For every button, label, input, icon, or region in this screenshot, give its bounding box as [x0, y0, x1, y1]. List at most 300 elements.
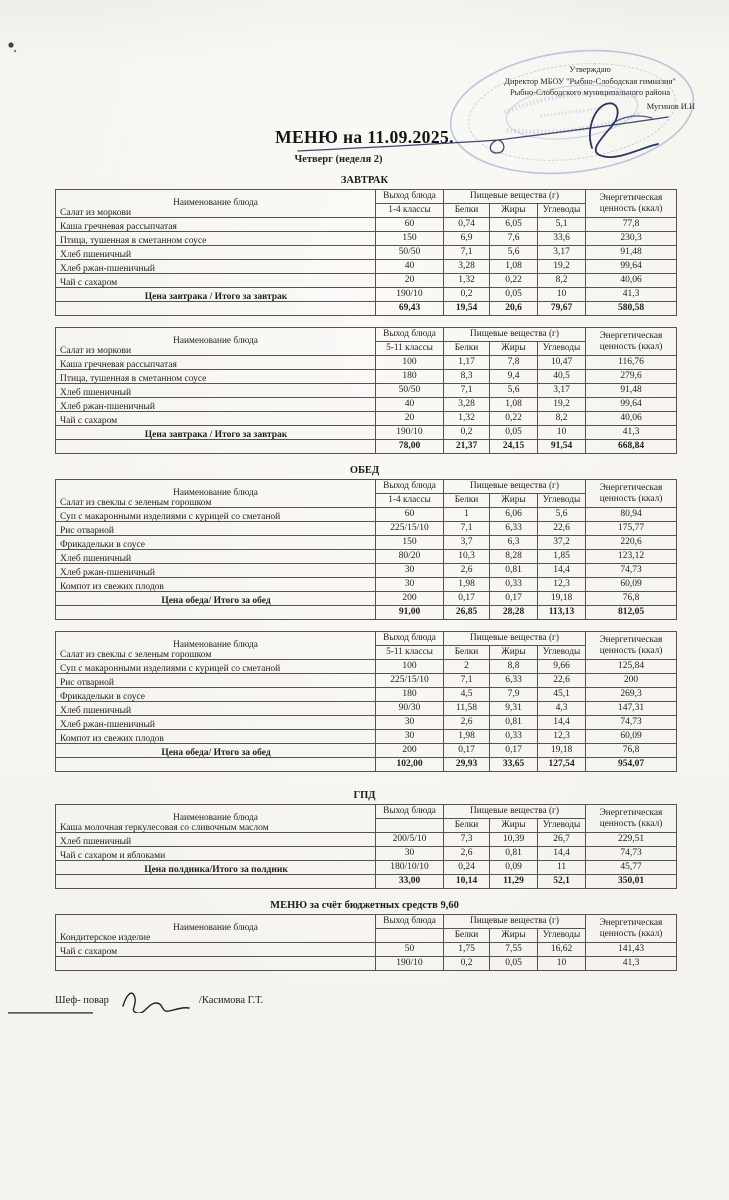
col-header-nutrients: Пищевые вещества (г)	[444, 328, 586, 342]
value-cell: 147,31	[586, 702, 677, 716]
col-header-protein: Белки	[444, 494, 490, 508]
page-subtitle: Четверг (неделя 2)	[294, 154, 383, 165]
dish-row	[56, 688, 677, 702]
value-cell: 28,28	[490, 606, 538, 620]
value-cell: 80/20	[376, 550, 444, 564]
value-cell: 200	[376, 592, 444, 606]
value-cell: 6,06	[490, 508, 538, 522]
value-cell: 0,33	[490, 578, 538, 592]
section-heading: ОБЕД	[349, 465, 380, 476]
dish-name: Рис отварной	[60, 526, 114, 536]
col-header-nutrients: Пищевые вещества (г)	[444, 915, 586, 929]
total-row	[56, 302, 677, 316]
dish-row	[56, 674, 677, 688]
value-cell: 225/15/10	[376, 522, 444, 536]
dish-name: Хлеб пшеничный	[60, 554, 132, 564]
approval-signee: Мугинов И.И	[646, 101, 695, 111]
value-cell: 0,05	[490, 426, 538, 440]
col-header-fat: Жиры	[490, 819, 538, 833]
value-cell: 1,85	[538, 550, 586, 564]
value-cell: 6,05	[490, 218, 538, 232]
value-cell: 19,2	[538, 398, 586, 412]
chef-label: Шеф- повар	[55, 994, 109, 1006]
value-cell: 11	[538, 861, 586, 875]
col-header-nutrients: Пищевые вещества (г)	[444, 632, 586, 646]
dish-row	[56, 833, 677, 847]
value-cell: 91,48	[586, 384, 677, 398]
value-cell: 30	[376, 564, 444, 578]
class-label	[376, 819, 444, 833]
value-cell: 1,75	[444, 943, 490, 957]
menu-table	[55, 804, 677, 889]
value-cell: 116,76	[586, 356, 677, 370]
dish-name: Хлеб пшеничный	[60, 250, 132, 260]
value-cell: 19,18	[538, 744, 586, 758]
dish-row	[56, 522, 677, 536]
value-cell: 9,31	[490, 702, 538, 716]
table-header-row	[56, 632, 677, 646]
col-header-protein: Белки	[444, 646, 490, 660]
value-cell: 40,5	[538, 370, 586, 384]
value-cell: 40	[376, 398, 444, 412]
menu-table	[55, 914, 677, 971]
dish-name: Салат из свеклы с зеленым горошком	[60, 498, 212, 508]
value-cell: 190/10	[376, 426, 444, 440]
table-header-row	[56, 190, 677, 204]
col-header-dish: Наименование блюда	[56, 805, 376, 833]
value-cell: 79,67	[538, 302, 586, 316]
value-cell: 127,54	[538, 758, 586, 772]
value-cell: 29,93	[444, 758, 490, 772]
value-cell: 9,66	[538, 660, 586, 674]
value-cell: 10,3	[444, 550, 490, 564]
value-cell: 6,33	[490, 522, 538, 536]
value-cell: 8,8	[490, 660, 538, 674]
value-cell: 91,48	[586, 246, 677, 260]
value-cell: 123,12	[586, 550, 677, 564]
total-row	[56, 440, 677, 454]
value-cell: 3,17	[538, 246, 586, 260]
value-cell: 21,37	[444, 440, 490, 454]
value-cell: 5,6	[538, 508, 586, 522]
value-cell: 668,84	[586, 440, 677, 454]
col-header-dish: Наименование блюда	[56, 190, 376, 218]
value-cell: 40	[376, 260, 444, 274]
value-cell: 220,6	[586, 536, 677, 550]
total-row	[56, 758, 677, 772]
approval-line-3: Рыбно-Слободского муниципального района	[509, 88, 671, 97]
dish-name: Фрикадельки в соусе	[60, 540, 145, 550]
col-header-dish: Наименование блюда	[56, 328, 376, 356]
value-cell: 1,08	[490, 260, 538, 274]
dish-name: Фрикадельки в соусе	[60, 692, 145, 702]
col-header-carbs: Углеводы	[538, 204, 586, 218]
value-cell: 10	[538, 288, 586, 302]
total-label: Цена завтрака / Итого за завтрак	[144, 292, 288, 302]
value-cell: 20	[376, 412, 444, 426]
value-cell: 60,09	[586, 730, 677, 744]
dish-row	[56, 592, 677, 606]
value-cell: 125,84	[586, 660, 677, 674]
value-cell: 26,85	[444, 606, 490, 620]
chef-signature-icon	[117, 987, 191, 1013]
value-cell: 100	[376, 356, 444, 370]
total-label-cell	[56, 865, 376, 889]
value-cell: 2,6	[444, 847, 490, 861]
dish-name: Чай с сахаром	[60, 416, 118, 426]
value-cell: 229,51	[586, 833, 677, 847]
value-cell: 6,3	[490, 536, 538, 550]
col-header-protein: Белки	[444, 204, 490, 218]
value-cell: 12,3	[538, 730, 586, 744]
value-cell: 10,39	[490, 833, 538, 847]
dish-name: Салат из моркови	[60, 346, 132, 356]
value-cell: 3,28	[444, 260, 490, 274]
value-cell: 14,4	[538, 716, 586, 730]
menu-table	[55, 631, 677, 772]
col-header-energy: Энергетическая ценность (ккал)	[586, 328, 677, 356]
dish-row	[56, 384, 677, 398]
value-cell: 0,2	[444, 288, 490, 302]
dish-name: Хлеб пшеничный	[60, 706, 132, 716]
value-cell: 0,2	[444, 957, 490, 971]
col-header-fat: Жиры	[490, 646, 538, 660]
dish-name: Компот из свежих плодов	[60, 582, 164, 592]
value-cell: 69,43	[376, 302, 444, 316]
value-cell: 0,17	[490, 592, 538, 606]
col-header-nutrients: Пищевые вещества (г)	[444, 190, 586, 204]
dish-name: Каша молочная геркулесовая со сливочным маслом	[60, 823, 269, 833]
value-cell: 1,98	[444, 578, 490, 592]
value-cell: 150	[376, 536, 444, 550]
value-cell: 2	[444, 660, 490, 674]
value-cell: 14,4	[538, 847, 586, 861]
value-cell: 113,13	[538, 606, 586, 620]
col-header-protein: Белки	[444, 819, 490, 833]
value-cell: 7,3	[444, 833, 490, 847]
value-cell: 8,2	[538, 274, 586, 288]
value-cell: 190/10	[376, 957, 444, 971]
class-label	[376, 929, 444, 943]
section-heading: МЕНЮ за счёт бюджетных средств 9,60	[270, 900, 459, 911]
value-cell: 225/15/10	[376, 674, 444, 688]
total-row	[56, 875, 677, 889]
value-cell: 1	[444, 508, 490, 522]
value-cell: 19,2	[538, 260, 586, 274]
value-cell: 37,2	[538, 536, 586, 550]
value-cell: 0,05	[490, 957, 538, 971]
value-cell: 190/10	[376, 288, 444, 302]
dish-name: Чай с сахаром	[60, 278, 118, 288]
value-cell: 7,55	[490, 943, 538, 957]
menu-table	[55, 327, 677, 454]
value-cell: 3,17	[538, 384, 586, 398]
value-cell: 7,8	[490, 356, 538, 370]
value-cell: 45,77	[586, 861, 677, 875]
value-cell: 7,6	[490, 232, 538, 246]
value-cell: 0,81	[490, 716, 538, 730]
col-header-protein: Белки	[444, 342, 490, 356]
dish-name: Хлеб ржан-пшеничный	[60, 402, 155, 412]
value-cell: 0,22	[490, 412, 538, 426]
value-cell: 16,62	[538, 943, 586, 957]
dish-name: Хлеб ржан-пшеничный	[60, 568, 155, 578]
value-cell: 76,8	[586, 592, 677, 606]
col-header-carbs: Углеводы	[538, 494, 586, 508]
chef-name: /Касимова Г.Т.	[198, 994, 264, 1006]
value-cell: 10,14	[444, 875, 490, 889]
value-cell: 76,8	[586, 744, 677, 758]
dish-name: Кондитерское изделие	[60, 933, 151, 943]
dish-row	[56, 246, 677, 260]
value-cell: 175,77	[586, 522, 677, 536]
col-header-carbs: Углеводы	[538, 342, 586, 356]
class-label: 1-4 классы	[376, 204, 444, 218]
value-cell: 9,4	[490, 370, 538, 384]
col-header-output: Выход блюда	[376, 805, 444, 819]
dish-cell	[56, 947, 376, 971]
col-header-energy: Энергетическая ценность (ккал)	[586, 632, 677, 660]
value-cell: 350,01	[586, 875, 677, 889]
value-cell: 91,00	[376, 606, 444, 620]
value-cell: 60	[376, 508, 444, 522]
value-cell: 99,64	[586, 398, 677, 412]
value-cell: 812,05	[586, 606, 677, 620]
value-cell: 10	[538, 426, 586, 440]
value-cell: 11,29	[490, 875, 538, 889]
value-cell: 14,4	[538, 564, 586, 578]
total-label-cell	[56, 748, 376, 772]
value-cell: 3,7	[444, 536, 490, 550]
value-cell: 30	[376, 847, 444, 861]
col-header-output: Выход блюда	[376, 915, 444, 929]
value-cell: 279,6	[586, 370, 677, 384]
value-cell: 74,73	[586, 847, 677, 861]
value-cell: 5,1	[538, 218, 586, 232]
dish-row	[56, 412, 677, 426]
value-cell: 0,22	[490, 274, 538, 288]
col-header-dish: Наименование блюда	[56, 632, 376, 660]
value-cell: 1,32	[444, 274, 490, 288]
value-cell: 8,28	[490, 550, 538, 564]
value-cell: 78,00	[376, 440, 444, 454]
total-label: Цена обеда/ Итого за обед	[161, 748, 271, 758]
value-cell: 60	[376, 218, 444, 232]
value-cell: 0,81	[490, 564, 538, 578]
dish-row	[56, 702, 677, 716]
col-header-dish: Наименование блюда	[56, 915, 376, 943]
chef-signature-row	[55, 987, 729, 1013]
approval-line-2: Директор МБОУ "Рыбно-Слободская гимназия"	[504, 76, 676, 86]
value-cell: 11,58	[444, 702, 490, 716]
value-cell: 50/50	[376, 246, 444, 260]
value-cell: 0,05	[490, 288, 538, 302]
dish-row	[56, 550, 677, 564]
value-cell: 77,8	[586, 218, 677, 232]
value-cell: 5,6	[490, 246, 538, 260]
col-header-energy: Энергетическая ценность (ккал)	[586, 190, 677, 218]
value-cell: 7,1	[444, 384, 490, 398]
value-cell: 2,6	[444, 716, 490, 730]
value-cell: 0,2	[444, 426, 490, 440]
col-header-energy: Энергетическая ценность (ккал)	[586, 915, 677, 943]
dish-name: Салат из свеклы с зеленым горошком	[60, 650, 212, 660]
col-header-output: Выход блюда	[376, 480, 444, 494]
value-cell: 954,07	[586, 758, 677, 772]
value-cell: 33,00	[376, 875, 444, 889]
value-cell: 19,54	[444, 302, 490, 316]
value-cell: 91,54	[538, 440, 586, 454]
value-cell: 20	[376, 274, 444, 288]
dish-name: Птица, тушенная в сметанном соусе	[60, 374, 207, 384]
value-cell: 40,06	[586, 274, 677, 288]
value-cell: 1,08	[490, 398, 538, 412]
value-cell: 100	[376, 660, 444, 674]
value-cell: 5,6	[490, 384, 538, 398]
value-cell: 180	[376, 370, 444, 384]
dish-row	[56, 536, 677, 550]
col-header-carbs: Углеводы	[538, 819, 586, 833]
value-cell: 50	[376, 943, 444, 957]
total-label: Цена завтрака / Итого за завтрак	[144, 430, 288, 440]
value-cell: 102,00	[376, 758, 444, 772]
col-header-protein: Белки	[444, 929, 490, 943]
col-header-carbs: Углеводы	[538, 646, 586, 660]
total-label-cell	[56, 430, 376, 454]
value-cell: 0,81	[490, 847, 538, 861]
dish-name: Суп с макаронными изделиями с курицей со сметаной	[60, 512, 281, 522]
table-header-row	[56, 480, 677, 494]
value-cell: 200	[586, 674, 677, 688]
page-title: МЕНЮ на 11.09.2025.	[275, 127, 454, 147]
dish-row	[56, 957, 677, 971]
value-cell: 2,6	[444, 564, 490, 578]
total-row	[56, 606, 677, 620]
col-header-energy: Энергетическая ценность (ккал)	[586, 805, 677, 833]
value-cell: 0,09	[490, 861, 538, 875]
col-header-output: Выход блюда	[376, 328, 444, 342]
value-cell: 150	[376, 232, 444, 246]
dish-name: Суп с макаронными изделиями с курицей со сметаной	[60, 664, 281, 674]
value-cell: 50/50	[376, 384, 444, 398]
value-cell: 90/30	[376, 702, 444, 716]
total-label: Цена обеда/ Итого за обед	[161, 596, 271, 606]
value-cell: 22,6	[538, 674, 586, 688]
value-cell: 8,2	[538, 412, 586, 426]
value-cell: 12,3	[538, 578, 586, 592]
value-cell: 6,33	[490, 674, 538, 688]
value-cell: 580,58	[586, 302, 677, 316]
value-cell: 180/10/10	[376, 861, 444, 875]
dish-name: Хлеб ржан-пшеничный	[60, 720, 155, 730]
table-header-row	[56, 328, 677, 342]
value-cell: 30	[376, 578, 444, 592]
value-cell: 20,6	[490, 302, 538, 316]
value-cell: 41,3	[586, 426, 677, 440]
value-cell: 0,33	[490, 730, 538, 744]
class-label: 5-11 классы	[376, 342, 444, 356]
class-label: 1-4 классы	[376, 494, 444, 508]
dish-row	[56, 943, 677, 957]
value-cell: 141,43	[586, 943, 677, 957]
value-cell: 33,6	[538, 232, 586, 246]
table-header-row	[56, 915, 677, 929]
value-cell: 8,3	[444, 370, 490, 384]
value-cell: 30	[376, 730, 444, 744]
col-header-fat: Жиры	[490, 929, 538, 943]
value-cell: 7,9	[490, 688, 538, 702]
col-header-output: Выход блюда	[376, 632, 444, 646]
col-header-nutrients: Пищевые вещества (г)	[444, 805, 586, 819]
value-cell: 10,47	[538, 356, 586, 370]
col-header-energy: Энергетическая ценность (ккал)	[586, 480, 677, 508]
value-cell: 200/5/10	[376, 833, 444, 847]
value-cell: 1,32	[444, 412, 490, 426]
value-cell: 180	[376, 688, 444, 702]
menu-table	[55, 189, 677, 316]
value-cell: 3,28	[444, 398, 490, 412]
value-cell: 41,3	[586, 957, 677, 971]
value-cell: 1,17	[444, 356, 490, 370]
dish-row	[56, 274, 677, 288]
value-cell: 1,98	[444, 730, 490, 744]
menu-sections	[0, 175, 729, 971]
total-label-cell	[56, 596, 376, 620]
value-cell: 7,1	[444, 522, 490, 536]
dish-name: Каша гречневая рассыпчатая	[60, 222, 177, 232]
dish-name: Чай с сахаром	[60, 947, 118, 957]
value-cell: 0,24	[444, 861, 490, 875]
dish-name: Рис отварной	[60, 678, 114, 688]
value-cell: 6,9	[444, 232, 490, 246]
approval-line-1: Утверждаю	[569, 65, 611, 74]
value-cell: 0,74	[444, 218, 490, 232]
col-header-fat: Жиры	[490, 204, 538, 218]
value-cell: 19,18	[538, 592, 586, 606]
col-header-fat: Жиры	[490, 494, 538, 508]
value-cell: 40,06	[586, 412, 677, 426]
class-label: 5-11 классы	[376, 646, 444, 660]
dish-row	[56, 744, 677, 758]
dish-name: Птица, тушенная в сметанном соусе	[60, 236, 207, 246]
col-header-fat: Жиры	[490, 342, 538, 356]
value-cell: 99,64	[586, 260, 677, 274]
value-cell: 22,6	[538, 522, 586, 536]
value-cell: 10	[538, 957, 586, 971]
col-header-output: Выход блюда	[376, 190, 444, 204]
dish-name: Хлеб пшеничный	[60, 388, 132, 398]
value-cell: 200	[376, 744, 444, 758]
value-cell: 26,7	[538, 833, 586, 847]
section-heading: ГПД	[353, 790, 376, 801]
value-cell: 0,17	[444, 592, 490, 606]
value-cell: 0,17	[444, 744, 490, 758]
col-header-nutrients: Пищевые вещества (г)	[444, 480, 586, 494]
value-cell: 33,65	[490, 758, 538, 772]
col-header-dish: Наименование блюда	[56, 480, 376, 508]
value-cell: 7,1	[444, 246, 490, 260]
table-header-row	[56, 805, 677, 819]
dish-name: Каша гречневая рассыпчатая	[60, 360, 177, 370]
value-cell: 30	[376, 716, 444, 730]
value-cell: 52,1	[538, 875, 586, 889]
value-cell: 4,3	[538, 702, 586, 716]
value-cell: 45,1	[538, 688, 586, 702]
value-cell: 41,3	[586, 288, 677, 302]
value-cell: 80,94	[586, 508, 677, 522]
value-cell: 24,15	[490, 440, 538, 454]
value-cell: 269,3	[586, 688, 677, 702]
